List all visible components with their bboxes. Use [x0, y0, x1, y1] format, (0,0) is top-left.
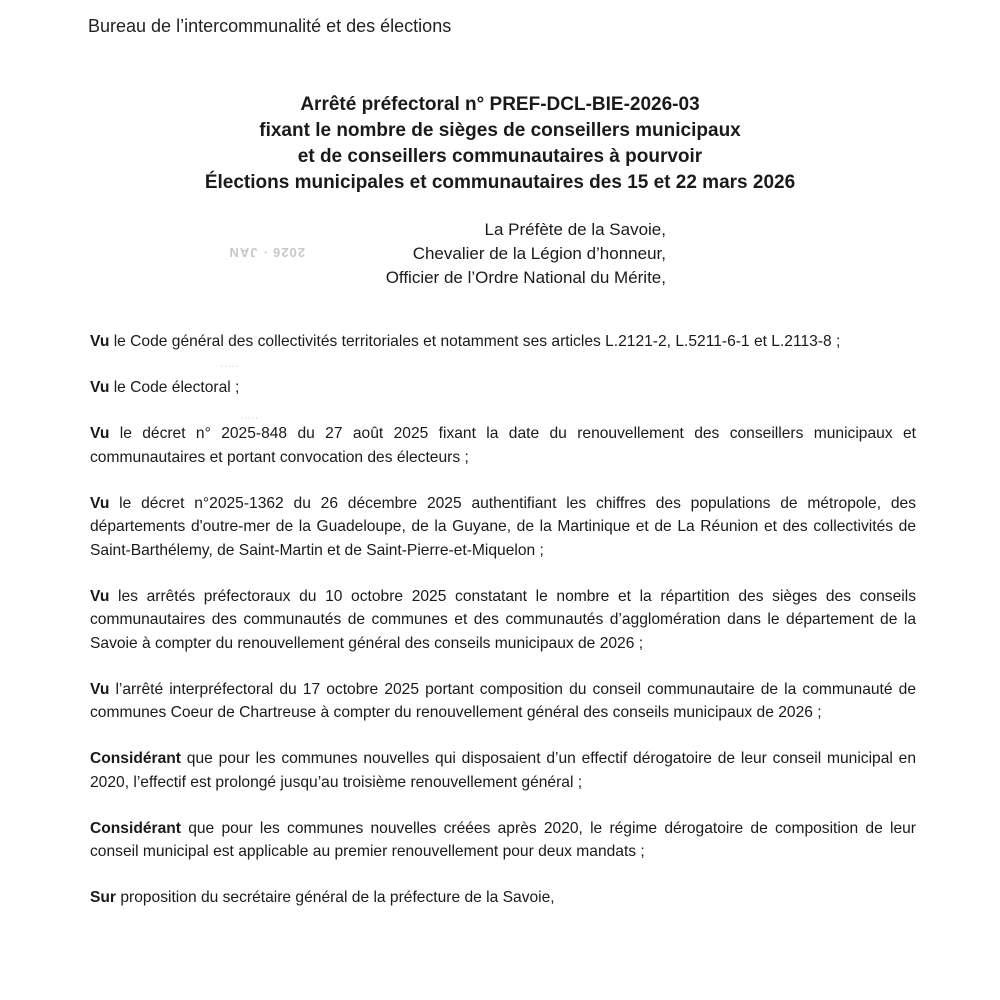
paragraph-lead: Vu — [90, 680, 110, 698]
paragraph — [90, 678, 916, 725]
paragraph-text: l’arrêté interpréfectoral du 17 octobre 2025 portant composition du conseil communautaire de la communauté de communes Coeur de Chartreuse à compter du renouvellement général des conseils municipaux de 2026 ; — [90, 680, 916, 721]
signatory-line-1: La Préfète de la Savoie, — [484, 220, 666, 239]
bureau-header: Bureau de l’intercommunalité et des élections — [88, 16, 452, 36]
paragraph-lead: Considérant — [90, 750, 181, 767]
paragraph — [90, 585, 916, 656]
signatory-block — [386, 218, 666, 290]
paragraph — [90, 376, 916, 400]
paragraph — [90, 330, 916, 354]
faint-date-stamp: 2026 · JAN — [228, 245, 305, 260]
paragraph-lead: Vu — [90, 379, 110, 396]
title-line-4: Élections municipales et communautaires des 15 et 22 mars 2026 — [204, 172, 796, 193]
paragraph-text: le Code électoral ; — [109, 379, 240, 396]
bleed-through-text: ····· — [240, 412, 259, 424]
signatory-line-2: Chevalier de la Légion d’honneur, — [412, 244, 666, 263]
paragraph — [90, 492, 916, 563]
paragraph-lead: Vu — [90, 494, 110, 512]
paragraph-text: proposition du secrétaire général de la préfecture de la Savoie, — [116, 889, 555, 906]
title-line-1: Arrêté préfectoral n° PREF-DCL-BIE-2026-03 — [300, 94, 700, 115]
paragraph-text: que pour les communes nouvelles créées après 2020, le régime dérogatoire de composition de leur conseil municipal est applicable au premier renouvellement pour deux mandats ; — [90, 819, 916, 860]
title-line-3: et de conseillers communautaires à pourvoir — [297, 146, 703, 167]
title-line-2: fixant le nombre de sièges de conseillers municipaux — [259, 120, 741, 141]
paragraph — [90, 886, 916, 910]
paragraph-lead: Vu — [90, 587, 110, 605]
bleed-through-text: ····· — [220, 360, 239, 372]
signatory-line-3: Officier de l’Ordre National du Mérite, — [385, 268, 666, 287]
paragraph — [90, 747, 916, 794]
decree-title — [0, 92, 1000, 196]
paragraph-lead: Considérant — [90, 819, 181, 837]
paragraph-text: le décret n° 2025-848 du 27 août 2025 fixant la date du renouvellement des conseillers municipaux et communautaires et portant convocation des électeurs ; — [90, 425, 916, 466]
paragraph-text: le Code général des collectivités territoriales et notamment ses articles L.2121-2, L.5211-6-1 et L.2113-8 ; — [109, 333, 841, 350]
paragraph-lead: Vu — [90, 425, 110, 442]
paragraph — [90, 817, 916, 864]
visas-and-considerants — [90, 330, 916, 932]
paragraph-text: les arrêtés préfectoraux du 10 octobre 2025 constatant le nombre et la répartition des sièges des conseils communautaires des communautés de communes et des communautés d’agglomération dans le département de la Savoie à compter du renouvellement général des conseils municipaux de 2026 ; — [90, 587, 916, 652]
paragraph-text: le décret n°2025-1362 du 26 décembre 2025 authentifiant les chiffres des populations de métropole, des départements d'outre-mer de la Guadeloupe, de la Guyane, de la Martinique et de La Réunion et des collectivités de Saint-Barthélemy, de Saint-Martin et de Saint-Pierre-et-Miquelon ; — [90, 494, 916, 559]
paragraph — [90, 422, 916, 469]
paragraph-text: que pour les communes nouvelles qui disposaient d’un effectif dérogatoire de leur conseil municipal en 2020, l’effectif est prolongé jusqu’au troisième renouvellement général ; — [90, 750, 916, 791]
paragraph-lead: Vu — [90, 333, 110, 350]
paragraph-lead: Sur — [90, 889, 116, 906]
